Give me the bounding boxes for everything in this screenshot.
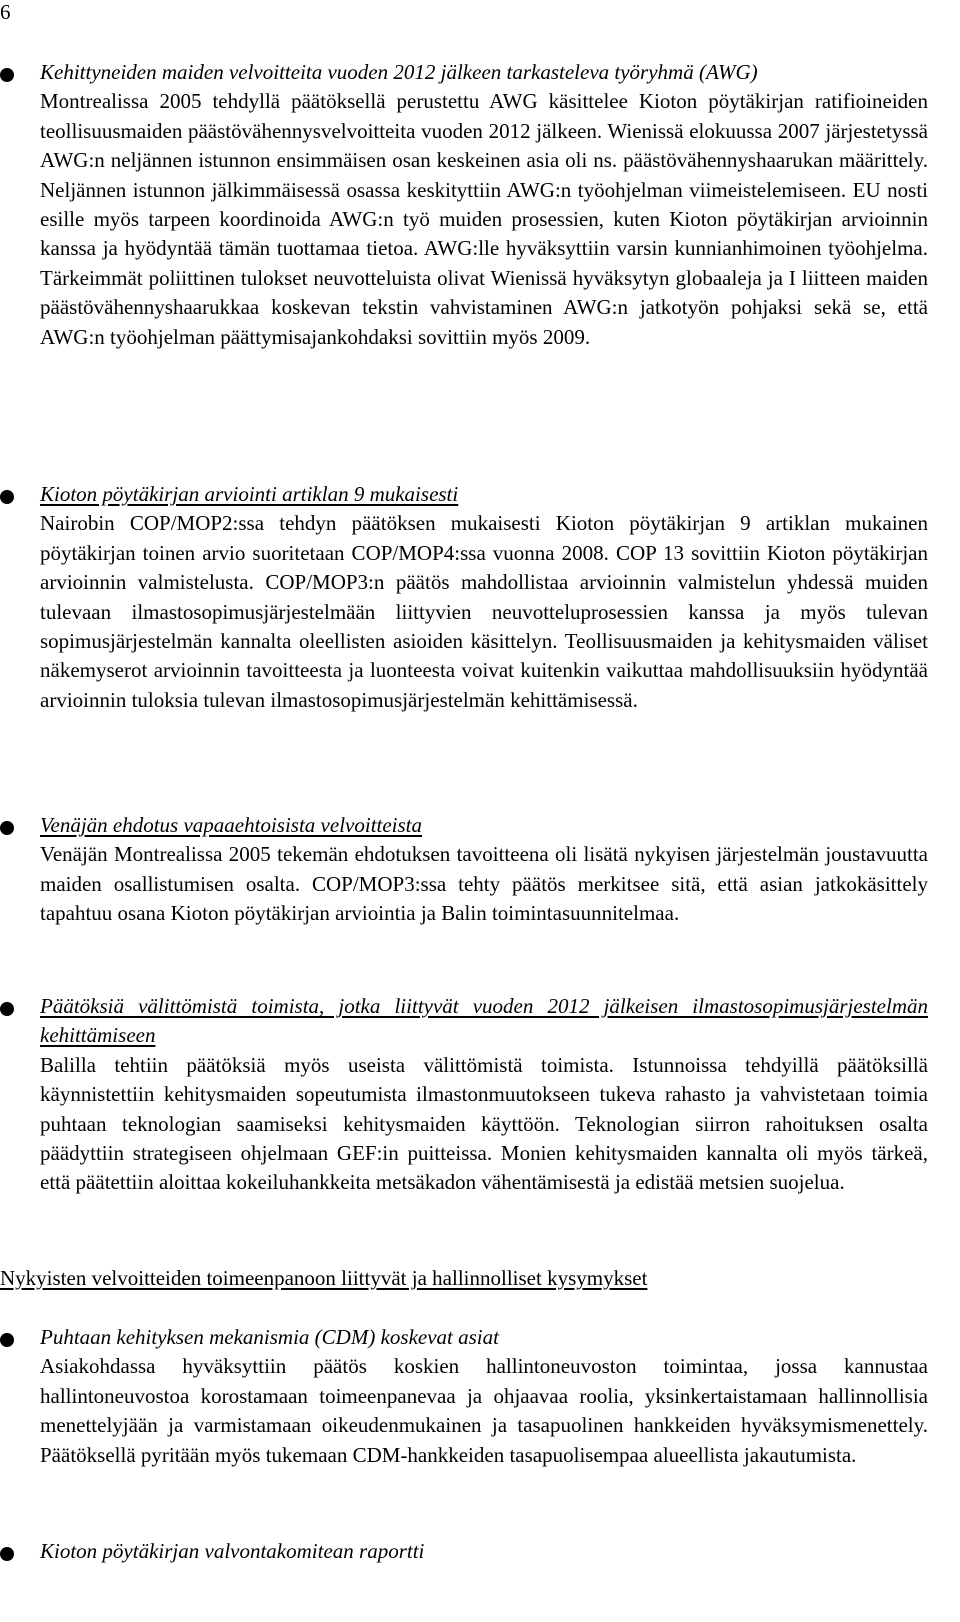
- item-text: Asiakohdassa hyväksyttiin päätös koskien hallintoneuvoston toimintaa, jossa kannustaa hallintoneuvostoa korostamaan toimeenpanevaa ja ohjaavaa roolia, yksinkertaistamaan hallinnollisia menettelyjään ja varmistamaan oikeudenmukainen ja tasapuolinen hankkeiden hyväksymismenettely. Päätöksellä pyritään myös tukemaan CDM-hankkeiden tasapuolisempaa alueellista jakautumista.: [40, 1354, 928, 1467]
- bullet-icon: [0, 1333, 14, 1347]
- item-text: Balilla tehtiin päätöksiä myös useista välittömistä toimista. Istunnoissa tehdyillä päätöksillä käynnistettiin kehitysmaiden sopeutumista ilmastonmuutokseen tukeva rahasto ja vahvistetaan toimia puhtaan teknologian saamiseksi kehitysmaiden käyttöön. Teknologian siirron rahoituksen osalta päädyttiin strategiseen ohjelmaan GEF:in puitteissa. Monien kehitysmaiden kannalta oli myös tärkeä, että päätettiin aloittaa kokeiluhankkeita metsäkadon vähentämisestä ja edistää metsien suojelua.: [40, 1052, 928, 1195]
- item-text: Montrealissa 2005 tehdyllä päätöksellä perustettu AWG käsittelee Kioton pöytäkirjan ratifioineiden teollisuusmaiden päästövähennysvelvoitteita vuoden 2012 jälkeen. Wienissä elokuussa 2007 järjestetyssä AWG:n neljännen istunnon ensimmäisen osan keskeinen asia oli ns. päästövähennyshaarukan määrittely. Neljännen istunnon jälkimmäisessä osassa keskityttiin AWG:n työohjelman viimeistelemiseen. EU nosti esille myös tarpeen koordinoida AWG:n työ muiden prosessien, kuten Kioton pöytäkirjan arvioinnin kanssa ja hyödyntää tämän tuottamaa tietoa. AWG:lle hyväksyttiin varsin kunnianhimoinen työohjelma. Tärkeimmät poliittinen tulokset neuvotteluista olivat Wienissä hyväksytyn globaaleja ja I liitteen maiden päästövähennyshaarukkaa koskevan tekstin vahvistaminen AWG:n jatkotyön pohjaksi sekä se, että AWG:n työohjelman päättymisajankohdaksi sovittiin myös 2009.: [40, 89, 928, 349]
- list-item-body: [40, 811, 928, 929]
- item-heading: Venäjän ehdotus vapaaehtoisista velvoitteista: [40, 813, 423, 837]
- item-text: Venäjän Montrealissa 2005 tekemän ehdotuksen tavoitteena oli lisätä nykyisen järjestelmän joustavuutta maiden osallistumisen osalta. COP/MOP3:ssa tehty päätös merkitsee sitä, että asian jatkokäsittely tapahtuu osana Kioton pöytäkirjan arviointia ja Balin toimintasuunnitelmaa.: [40, 842, 928, 926]
- page-number: 6: [0, 0, 11, 24]
- list-item-body: [40, 1323, 928, 1470]
- bullet-icon: [0, 821, 14, 835]
- bullet-icon: [0, 490, 14, 504]
- list-item-body: [40, 992, 928, 1198]
- list-item-body: [40, 58, 928, 352]
- list-item-body: [40, 1537, 928, 1566]
- item-heading: Kioton pöytäkirjan valvontakomitean raportti: [40, 1539, 425, 1563]
- item-heading: Päätöksiä välittömistä toimista, jotka liittyvät vuoden 2012 jälkeisen ilmastosopimusjärjestelmän kehittämiseen: [40, 994, 928, 1048]
- section-heading: Nykyisten velvoitteiden toimeenpanoon liittyvät ja hallinnolliset kysymykset: [0, 1266, 648, 1290]
- item-heading: Puhtaan kehityksen mekanismia (CDM) koskevat asiat: [40, 1325, 499, 1349]
- item-text: Nairobin COP/MOP2:ssa tehdyn päätöksen mukaisesti Kioton pöytäkirjan 9 artiklan mukainen pöytäkirjan toinen arvio suoritetaan COP/MOP4:ssa vuonna 2008. COP 13 sovittiin Kioton pöytäkirjan arvioinnin valmistelusta. COP/MOP3:n päätös mahdollistaa arvioinnin valmistelun yhdessä muiden tulevaan ilmastosopimusjärjestelmään liittyvien neuvotteluprosessien kanssa ja myös tulevan sopimusjärjestelmän kannalta oleellisten asioiden käsittelyn. Teollisuusmaiden ja kehitysmaiden väliset näkemyserot arvioinnin tavoitteesta ja luonteesta voivat kuitenkin vaikuttaa mahdollisuuksiin hyödyntää arvioinnin tuloksia tulevan ilmastosopimusjärjestelmän kehittämisessä.: [40, 511, 928, 712]
- bullet-icon: [0, 68, 14, 82]
- item-heading: Kehittyneiden maiden velvoitteita vuoden 2012 jälkeen tarkasteleva työryhmä (AWG): [40, 60, 758, 84]
- bullet-icon: [0, 1547, 14, 1561]
- list-item-body: [40, 480, 928, 715]
- item-heading: Kioton pöytäkirjan arviointi artiklan 9 mukaisesti: [40, 482, 459, 506]
- bullet-icon: [0, 1002, 14, 1016]
